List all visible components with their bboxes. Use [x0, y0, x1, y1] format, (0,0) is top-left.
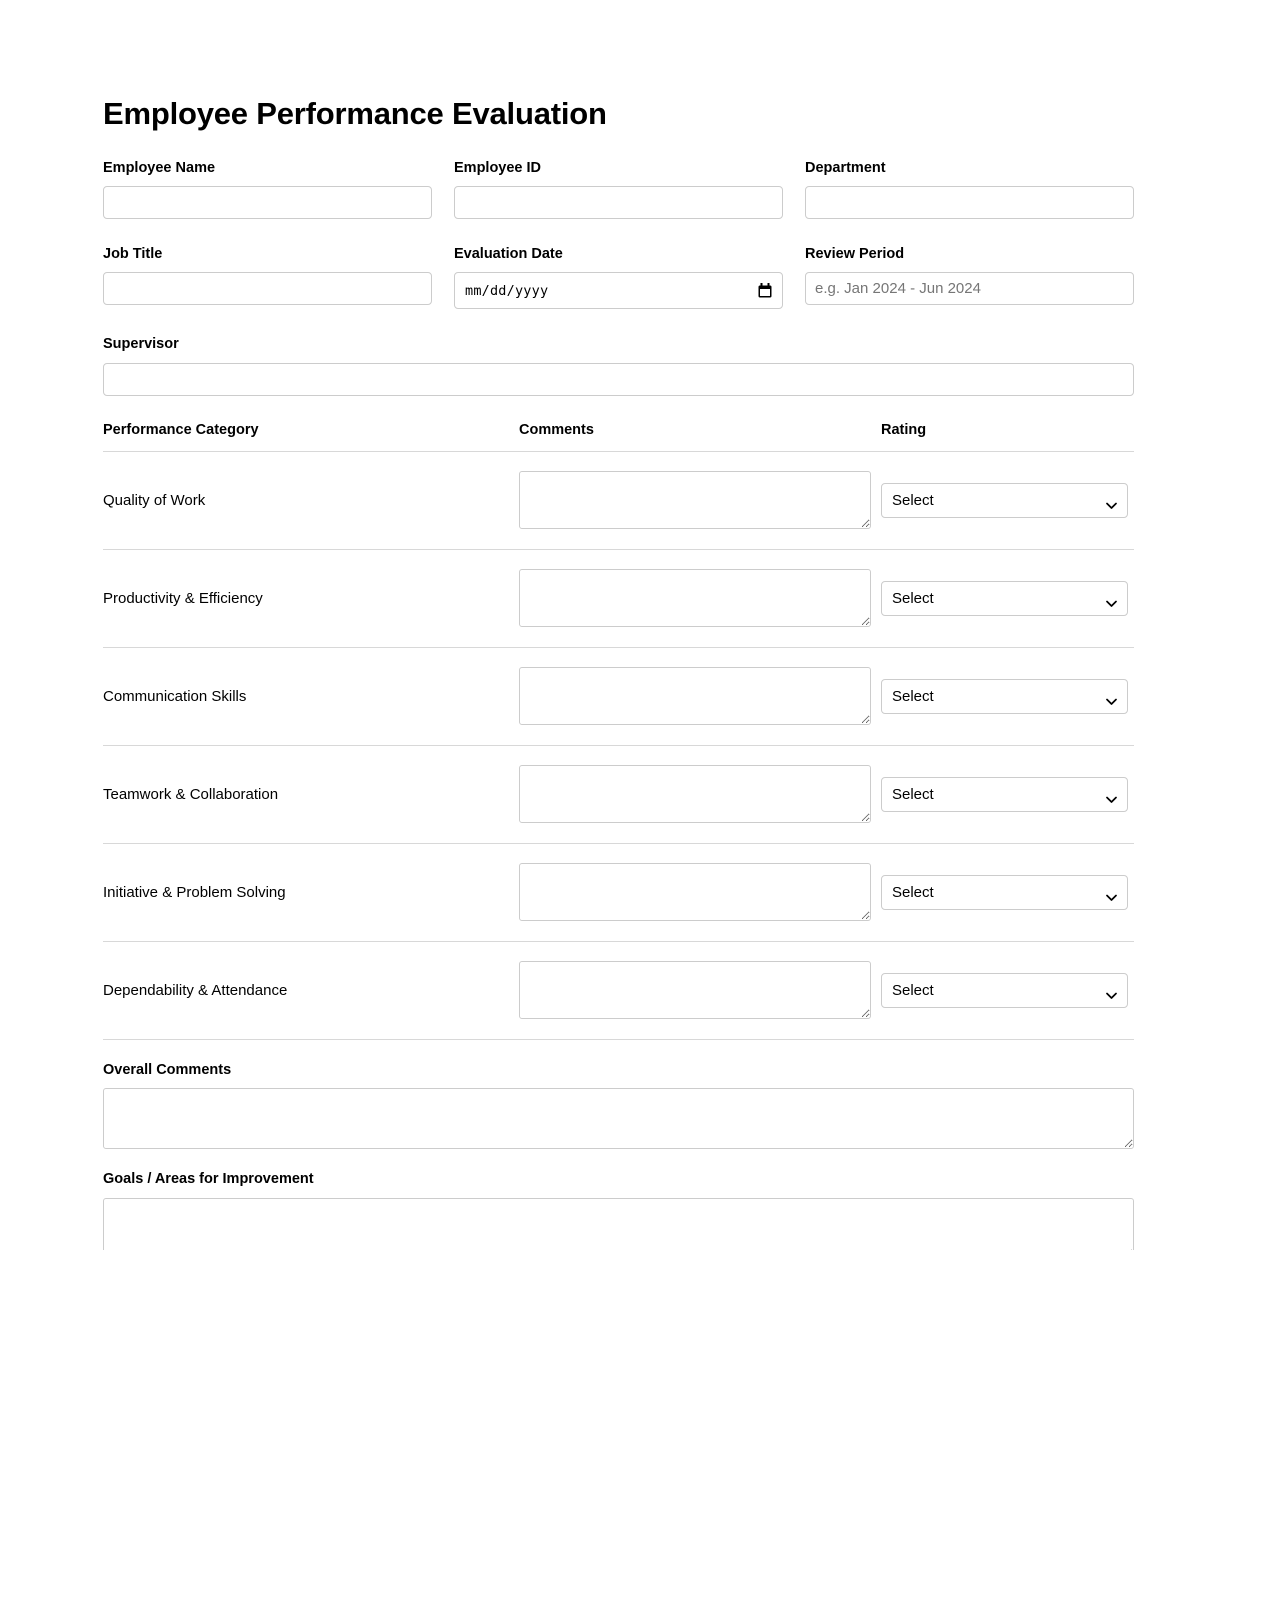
department-input[interactable] [805, 186, 1134, 219]
cell-comments [519, 549, 881, 647]
employee-id-input[interactable] [454, 186, 783, 219]
rating-select-teamwork-collaboration[interactable] [881, 777, 1128, 812]
calendar-icon[interactable] [758, 283, 772, 298]
comment-textarea-productivity-efficiency[interactable] [519, 569, 871, 627]
field-evaluation-date [454, 246, 783, 309]
table-header-row [103, 422, 1134, 452]
cell-comments [519, 647, 881, 745]
category-label: Dependability & Attendance [103, 981, 288, 999]
field-employee-name [103, 160, 432, 219]
evaluation-date-input[interactable] [454, 272, 783, 309]
label-employee-id: Employee ID [454, 159, 542, 176]
label-supervisor: Supervisor [103, 336, 179, 353]
header-comments: Comments [519, 422, 881, 452]
table-row [103, 941, 1134, 1039]
rating-select-wrap [881, 581, 1128, 616]
review-period-input[interactable] [805, 272, 1134, 305]
cell-rating [881, 451, 1134, 549]
category-label: Initiative & Problem Solving [103, 883, 286, 901]
field-department [805, 160, 1134, 219]
field-review-period [805, 246, 1134, 309]
rating-select-quality-of-work[interactable] [881, 483, 1128, 518]
rating-select-wrap [881, 875, 1128, 910]
supervisor-input[interactable] [103, 363, 1134, 396]
cell-category [103, 843, 519, 941]
identity-row-2 [103, 246, 1134, 309]
comment-textarea-dependability-attendance[interactable] [519, 961, 871, 1019]
header-rating: Rating [881, 422, 1134, 452]
category-label: Productivity & Efficiency [103, 589, 263, 607]
rating-select-initiative-problem-solving[interactable] [881, 875, 1128, 910]
cell-rating [881, 941, 1134, 1039]
label-employee-name: Employee Name [103, 159, 216, 176]
table-row [103, 843, 1134, 941]
cell-rating [881, 843, 1134, 941]
label-review-period: Review Period [805, 246, 905, 263]
overall-comments-textarea[interactable] [103, 1088, 1134, 1149]
overall-comments-section [103, 1062, 1134, 1149]
cell-category [103, 451, 519, 549]
rating-select-dependability-attendance[interactable] [881, 973, 1128, 1008]
category-label: Communication Skills [103, 687, 247, 705]
form-content [103, 96, 1134, 1250]
comment-textarea-quality-of-work[interactable] [519, 471, 871, 529]
header-performance-category: Performance Category [103, 422, 519, 452]
field-job-title [103, 246, 432, 309]
label-goals-areas-for-improvement: Goals / Areas for Improvement [103, 1171, 314, 1188]
cell-rating [881, 745, 1134, 843]
job-title-input[interactable] [103, 272, 432, 305]
goals-textarea[interactable] [103, 1198, 1134, 1250]
comment-textarea-teamwork-collaboration[interactable] [519, 765, 871, 823]
cell-category [103, 647, 519, 745]
label-department: Department [805, 159, 886, 176]
cell-comments [519, 941, 881, 1039]
field-employee-id [454, 160, 783, 219]
cell-category [103, 549, 519, 647]
page-title: Employee Performance Evaluation [103, 96, 607, 131]
cell-rating [881, 647, 1134, 745]
label-evaluation-date: Evaluation Date [454, 246, 563, 263]
cell-category [103, 941, 519, 1039]
goals-textarea-clip [103, 1198, 1134, 1250]
rating-select-wrap [881, 973, 1128, 1008]
rating-select-wrap [881, 777, 1128, 812]
employee-name-input[interactable] [103, 186, 432, 219]
cell-comments [519, 451, 881, 549]
table-row [103, 451, 1134, 549]
table-row [103, 647, 1134, 745]
rating-select-productivity-efficiency[interactable] [881, 581, 1128, 616]
rating-select-wrap [881, 679, 1128, 714]
table-row [103, 549, 1134, 647]
category-label: Teamwork & Collaboration [103, 785, 279, 803]
cell-rating [881, 549, 1134, 647]
table-row [103, 745, 1134, 843]
rating-select-communication-skills[interactable] [881, 679, 1128, 714]
identity-row-1 [103, 160, 1134, 219]
table-header [103, 422, 1134, 452]
rating-select-wrap [881, 483, 1128, 518]
table-body [103, 451, 1134, 1039]
label-overall-comments: Overall Comments [103, 1061, 232, 1078]
cell-comments [519, 843, 881, 941]
comment-textarea-communication-skills[interactable] [519, 667, 871, 725]
goals-section [103, 1171, 1134, 1249]
cell-comments [519, 745, 881, 843]
label-job-title: Job Title [103, 246, 163, 263]
supervisor-row [103, 336, 1134, 395]
date-placeholder-text: mm/dd/yyyy [465, 282, 549, 299]
category-label: Quality of Work [103, 491, 206, 509]
comment-textarea-initiative-problem-solving[interactable] [519, 863, 871, 921]
performance-table [103, 422, 1134, 1040]
cell-category [103, 745, 519, 843]
